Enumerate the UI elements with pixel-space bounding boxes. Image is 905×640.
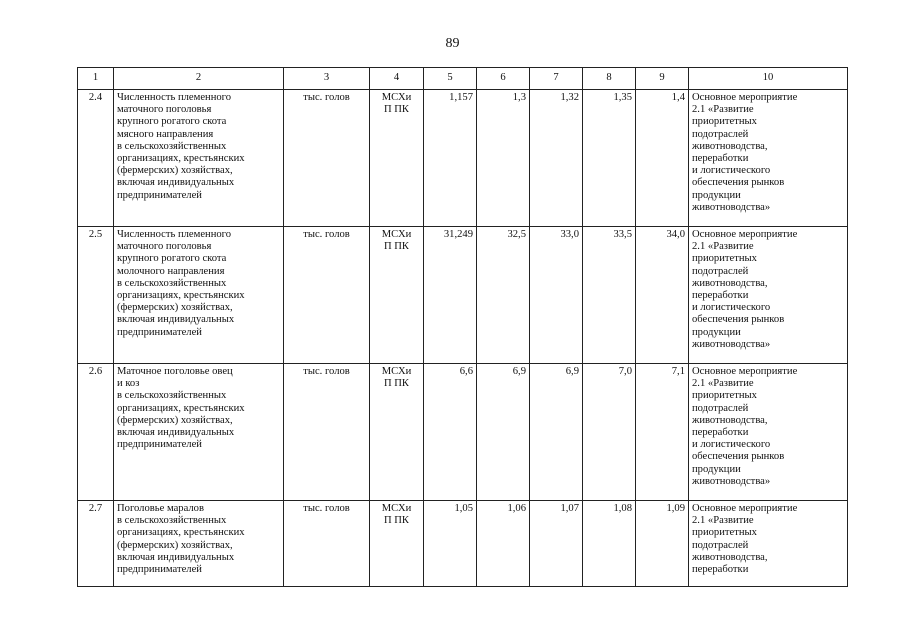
measure-cell: Основное мероприятие 2.1 «Развитие приоритетных подотраслей животноводства, переработки [689, 501, 848, 587]
header-cell-9: 9 [636, 68, 689, 90]
row-number: 2.5 [78, 227, 114, 364]
executor-cell: МСХи П ПК [370, 227, 424, 364]
value-col8: 33,5 [583, 227, 636, 364]
value-col6: 32,5 [477, 227, 530, 364]
header-cell-8: 8 [583, 68, 636, 90]
unit-cell: тыс. голов [284, 501, 370, 587]
row-number: 2.4 [78, 90, 114, 227]
unit-cell: тыс. голов [284, 227, 370, 364]
header-cell-1: 1 [78, 68, 114, 90]
header-cell-4: 4 [370, 68, 424, 90]
value-col7: 1,32 [530, 90, 583, 227]
indicator-name: Маточное поголовье овец и коз в сельскохозяйственных организациях, крестьянских (фермерских) хозяйствах, включая индивидуальных предпринимателей [114, 364, 284, 501]
value-col5: 31,249 [424, 227, 477, 364]
header-row [78, 68, 848, 90]
table-row [78, 90, 848, 227]
row-number: 2.6 [78, 364, 114, 501]
header-cell-2: 2 [114, 68, 284, 90]
measure-cell: Основное мероприятие 2.1 «Развитие приоритетных подотраслей животноводства, переработки и логистического обеспечения рынков продукции животноводства» [689, 364, 848, 501]
value-col5: 1,157 [424, 90, 477, 227]
table-row [78, 364, 848, 501]
measure-cell: Основное мероприятие 2.1 «Развитие приоритетных подотраслей животноводства, переработки и логистического обеспечения рынков продукции животноводства» [689, 227, 848, 364]
value-col9: 1,4 [636, 90, 689, 227]
value-col5: 1,05 [424, 501, 477, 587]
unit-cell: тыс. голов [284, 364, 370, 501]
header-cell-6: 6 [477, 68, 530, 90]
indicator-name: Поголовье маралов в сельскохозяйственных организациях, крестьянских (фермерских) хозяйствах, включая индивидуальных предпринимателей [114, 501, 284, 587]
value-col8: 1,08 [583, 501, 636, 587]
page-number: 89 [445, 36, 460, 51]
header-cell-3: 3 [284, 68, 370, 90]
value-col7: 1,07 [530, 501, 583, 587]
header-cell-10: 10 [689, 68, 848, 90]
value-col6: 6,9 [477, 364, 530, 501]
measure-cell: Основное мероприятие 2.1 «Развитие приоритетных подотраслей животноводства, переработки и логистического обеспечения рынков продукции животноводства» [689, 90, 848, 227]
value-col6: 1,06 [477, 501, 530, 587]
indicator-name: Численность племенного маточного поголовья крупного рогатого скота мясного направления в сельскохозяйственных организациях, крестьянских (фермерских) хозяйствах, включая индивидуальных предпринимателей [114, 90, 284, 227]
value-col7: 6,9 [530, 364, 583, 501]
value-col7: 33,0 [530, 227, 583, 364]
value-col6: 1,3 [477, 90, 530, 227]
indicators-table [77, 67, 848, 587]
table-row [78, 501, 848, 587]
executor-cell: МСХи П ПК [370, 364, 424, 501]
table-row [78, 227, 848, 364]
unit-cell: тыс. голов [284, 90, 370, 227]
value-col8: 7,0 [583, 364, 636, 501]
executor-cell: МСХи П ПК [370, 90, 424, 227]
value-col9: 7,1 [636, 364, 689, 501]
header-cell-7: 7 [530, 68, 583, 90]
value-col5: 6,6 [424, 364, 477, 501]
executor-cell: МСХи П ПК [370, 501, 424, 587]
table-header [78, 68, 848, 90]
value-col9: 34,0 [636, 227, 689, 364]
indicator-name: Численность племенного маточного поголовья крупного рогатого скота молочного направления в сельскохозяйственных организациях, крестьянских (фермерских) хозяйствах, включая индивидуальных предпринимателей [114, 227, 284, 364]
value-col8: 1,35 [583, 90, 636, 227]
row-number: 2.7 [78, 501, 114, 587]
value-col9: 1,09 [636, 501, 689, 587]
header-cell-5: 5 [424, 68, 477, 90]
